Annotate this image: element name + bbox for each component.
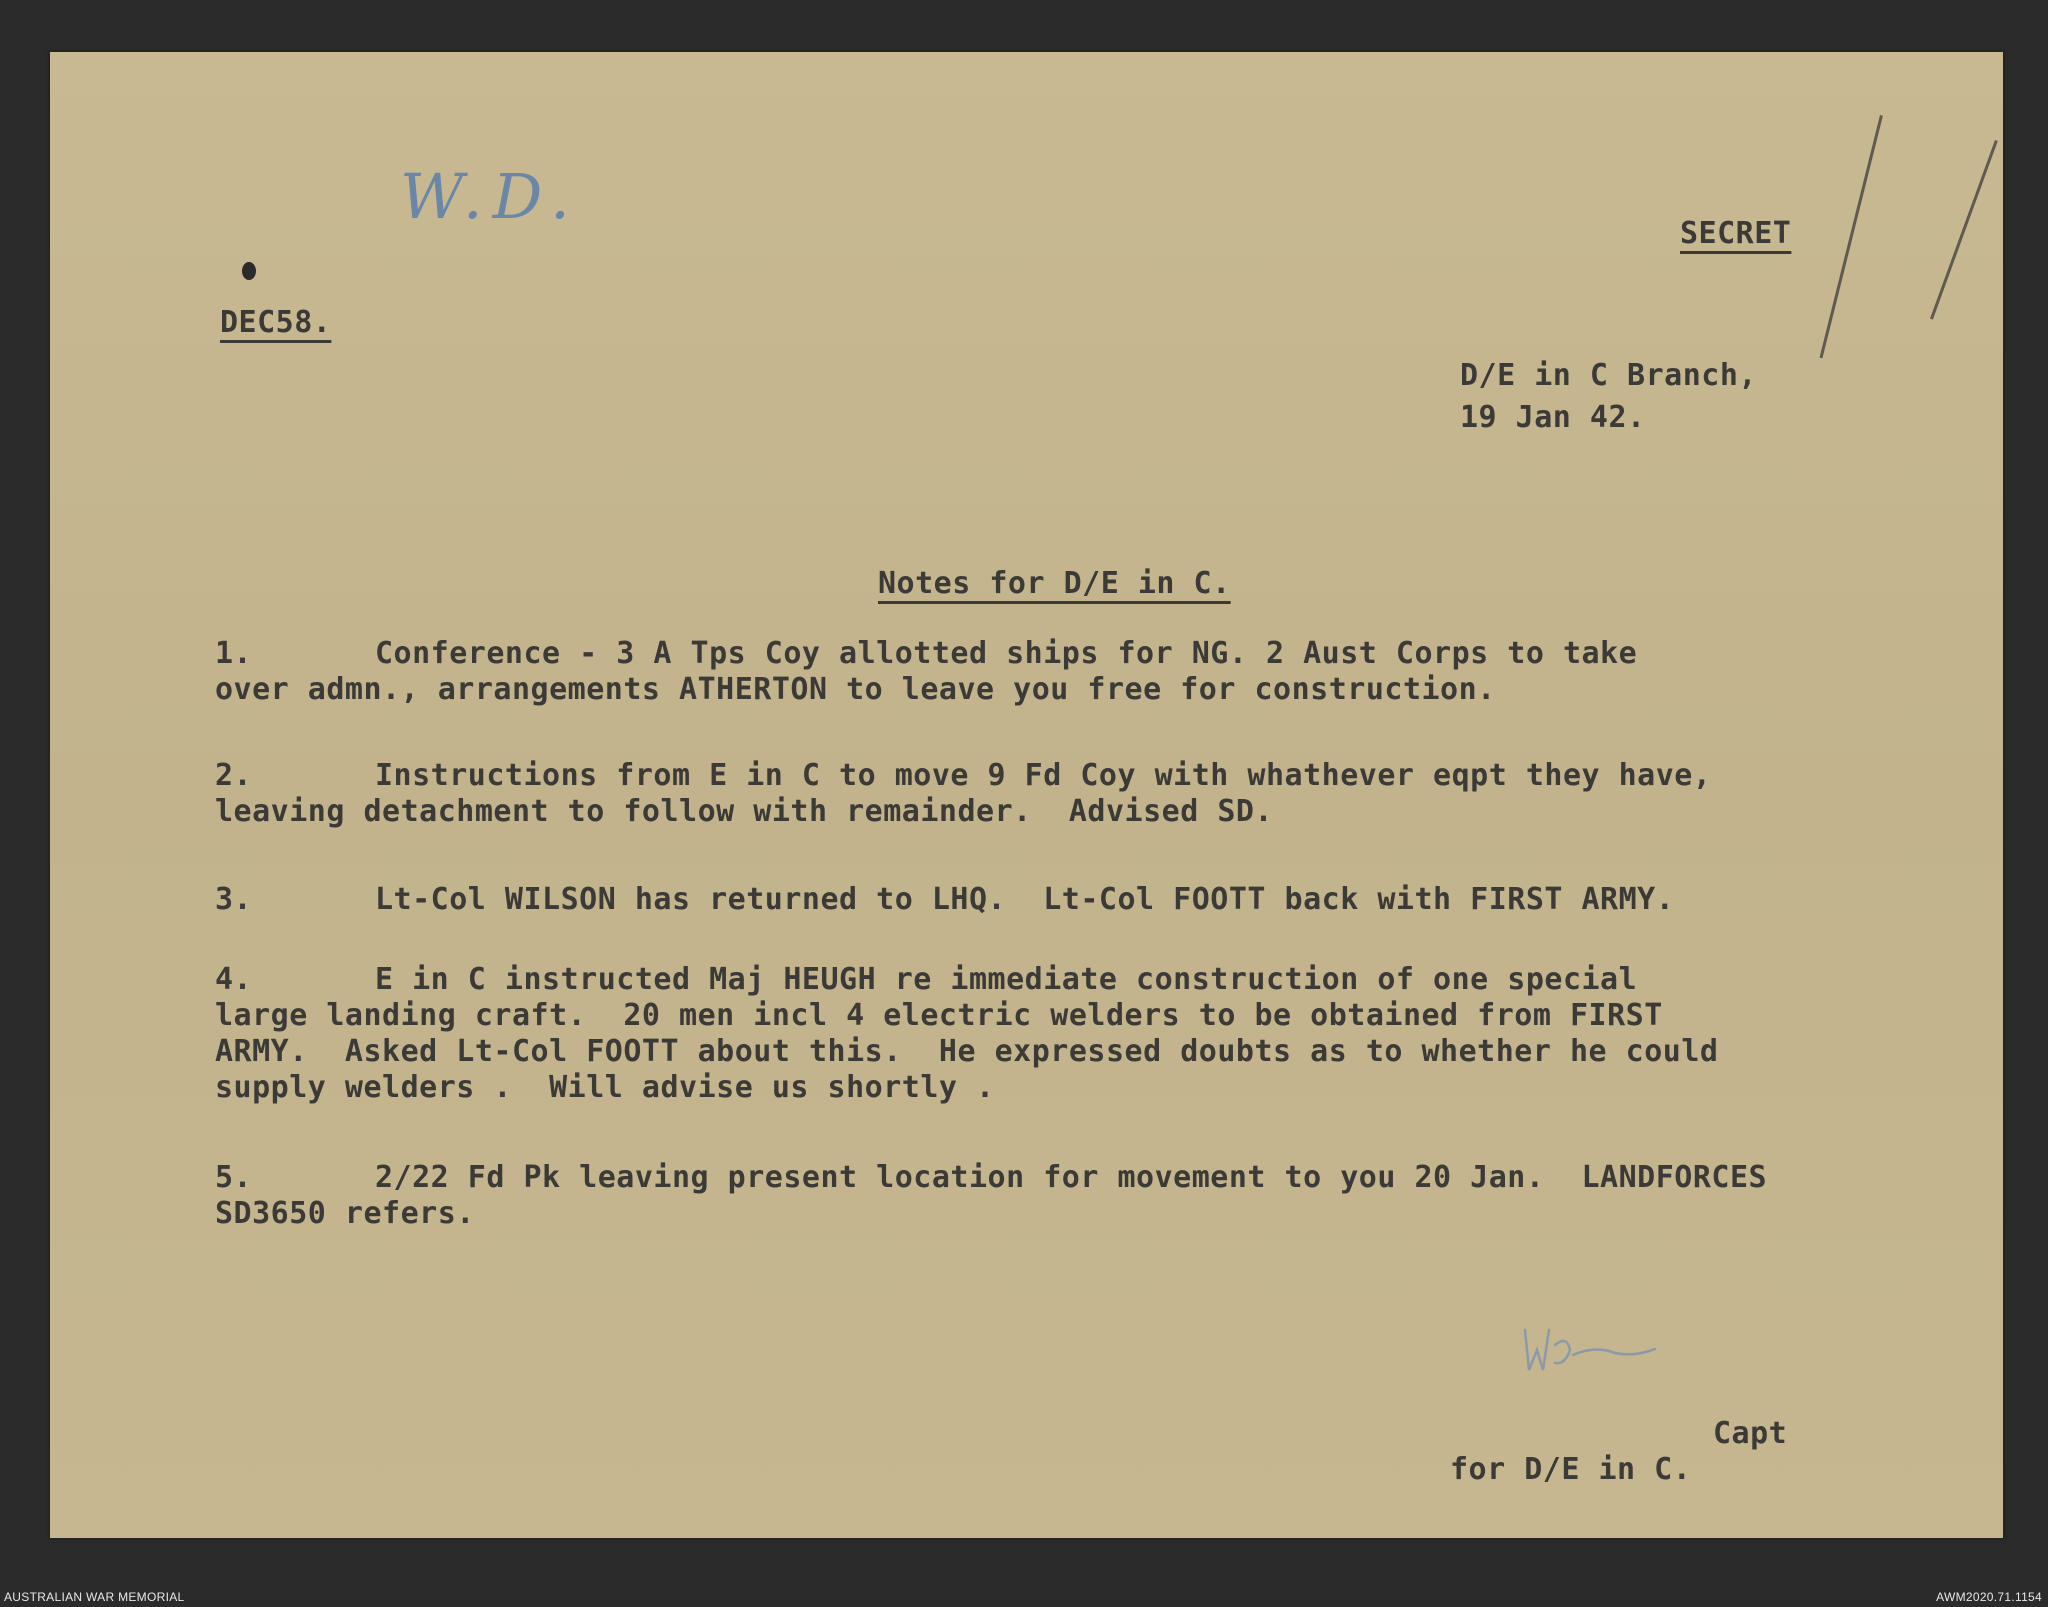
footer-archive-id: AWM2020.71.1154 (1936, 1590, 2042, 1604)
reference-number: DEC58. (220, 305, 332, 340)
paragraph-line: leaving detachment to follow with remainder. Advised SD. (215, 794, 1274, 829)
signature-for-line: for D/E in C. (1450, 1452, 1692, 1487)
document-title: Notes for D/E in C. (878, 566, 1231, 601)
paragraph-line: over admn., arrangements ATHERTON to leave you free for construction. (215, 672, 1496, 707)
paragraph-line: supply welders . Will advise us shortly . (215, 1070, 995, 1105)
paragraph-number: 3. (215, 882, 253, 917)
sender-date: 19 Jan 42. (1460, 400, 1646, 435)
sender-branch: D/E in C Branch, (1460, 358, 1757, 393)
paragraph-text: E in C instructed Maj HEUGH re immediate construction of one special (375, 962, 1638, 997)
paragraph-line: large landing craft. 20 men incl 4 electric welders to be obtained from FIRST (215, 998, 1663, 1033)
paragraph-number: 5. (215, 1160, 253, 1195)
paragraph-line (215, 636, 1895, 672)
paragraph-number: 2. (215, 758, 253, 793)
handwritten-wd-mark: W.D. (400, 160, 580, 233)
classification-label: SECRET (1680, 216, 1792, 251)
paragraph-text: Conference - 3 A Tps Coy allotted ships for NG. 2 Aust Corps to take (375, 636, 1638, 671)
paragraph-5 (215, 1160, 1895, 1232)
punch-hole (242, 262, 256, 280)
footer-archive-name: AUSTRALIAN WAR MEMORIAL (4, 1590, 185, 1604)
paragraph-number: 4. (215, 962, 253, 997)
paragraph-line: ARMY. Asked Lt-Col FOOTT about this. He expressed doubts as to whether he could (215, 1034, 1719, 1069)
paragraph-3 (215, 882, 1895, 918)
paragraph-text: 2/22 Fd Pk leaving present location for movement to you 20 Jan. LANDFORCES (375, 1160, 1768, 1195)
paragraph-4 (215, 962, 1895, 1106)
paragraph-number: 1. (215, 636, 253, 671)
paragraph-text: Instructions from E in C to move 9 Fd Coy with whathever eqpt they have, (375, 758, 1712, 793)
signature-scribble (1515, 1315, 1665, 1385)
paragraph-line (215, 758, 1895, 794)
paragraph-line (215, 1160, 1895, 1196)
paragraph-line (215, 882, 1895, 918)
paragraph-line: SD3650 refers. (215, 1196, 475, 1231)
paragraph-line (215, 962, 1895, 998)
signature-rank: Capt (1713, 1416, 1788, 1451)
paragraph-2 (215, 758, 1895, 830)
paragraph-1 (215, 636, 1895, 708)
paragraph-text: Lt-Col WILSON has returned to LHQ. Lt-Col FOOTT back with FIRST ARMY. (375, 882, 1675, 917)
